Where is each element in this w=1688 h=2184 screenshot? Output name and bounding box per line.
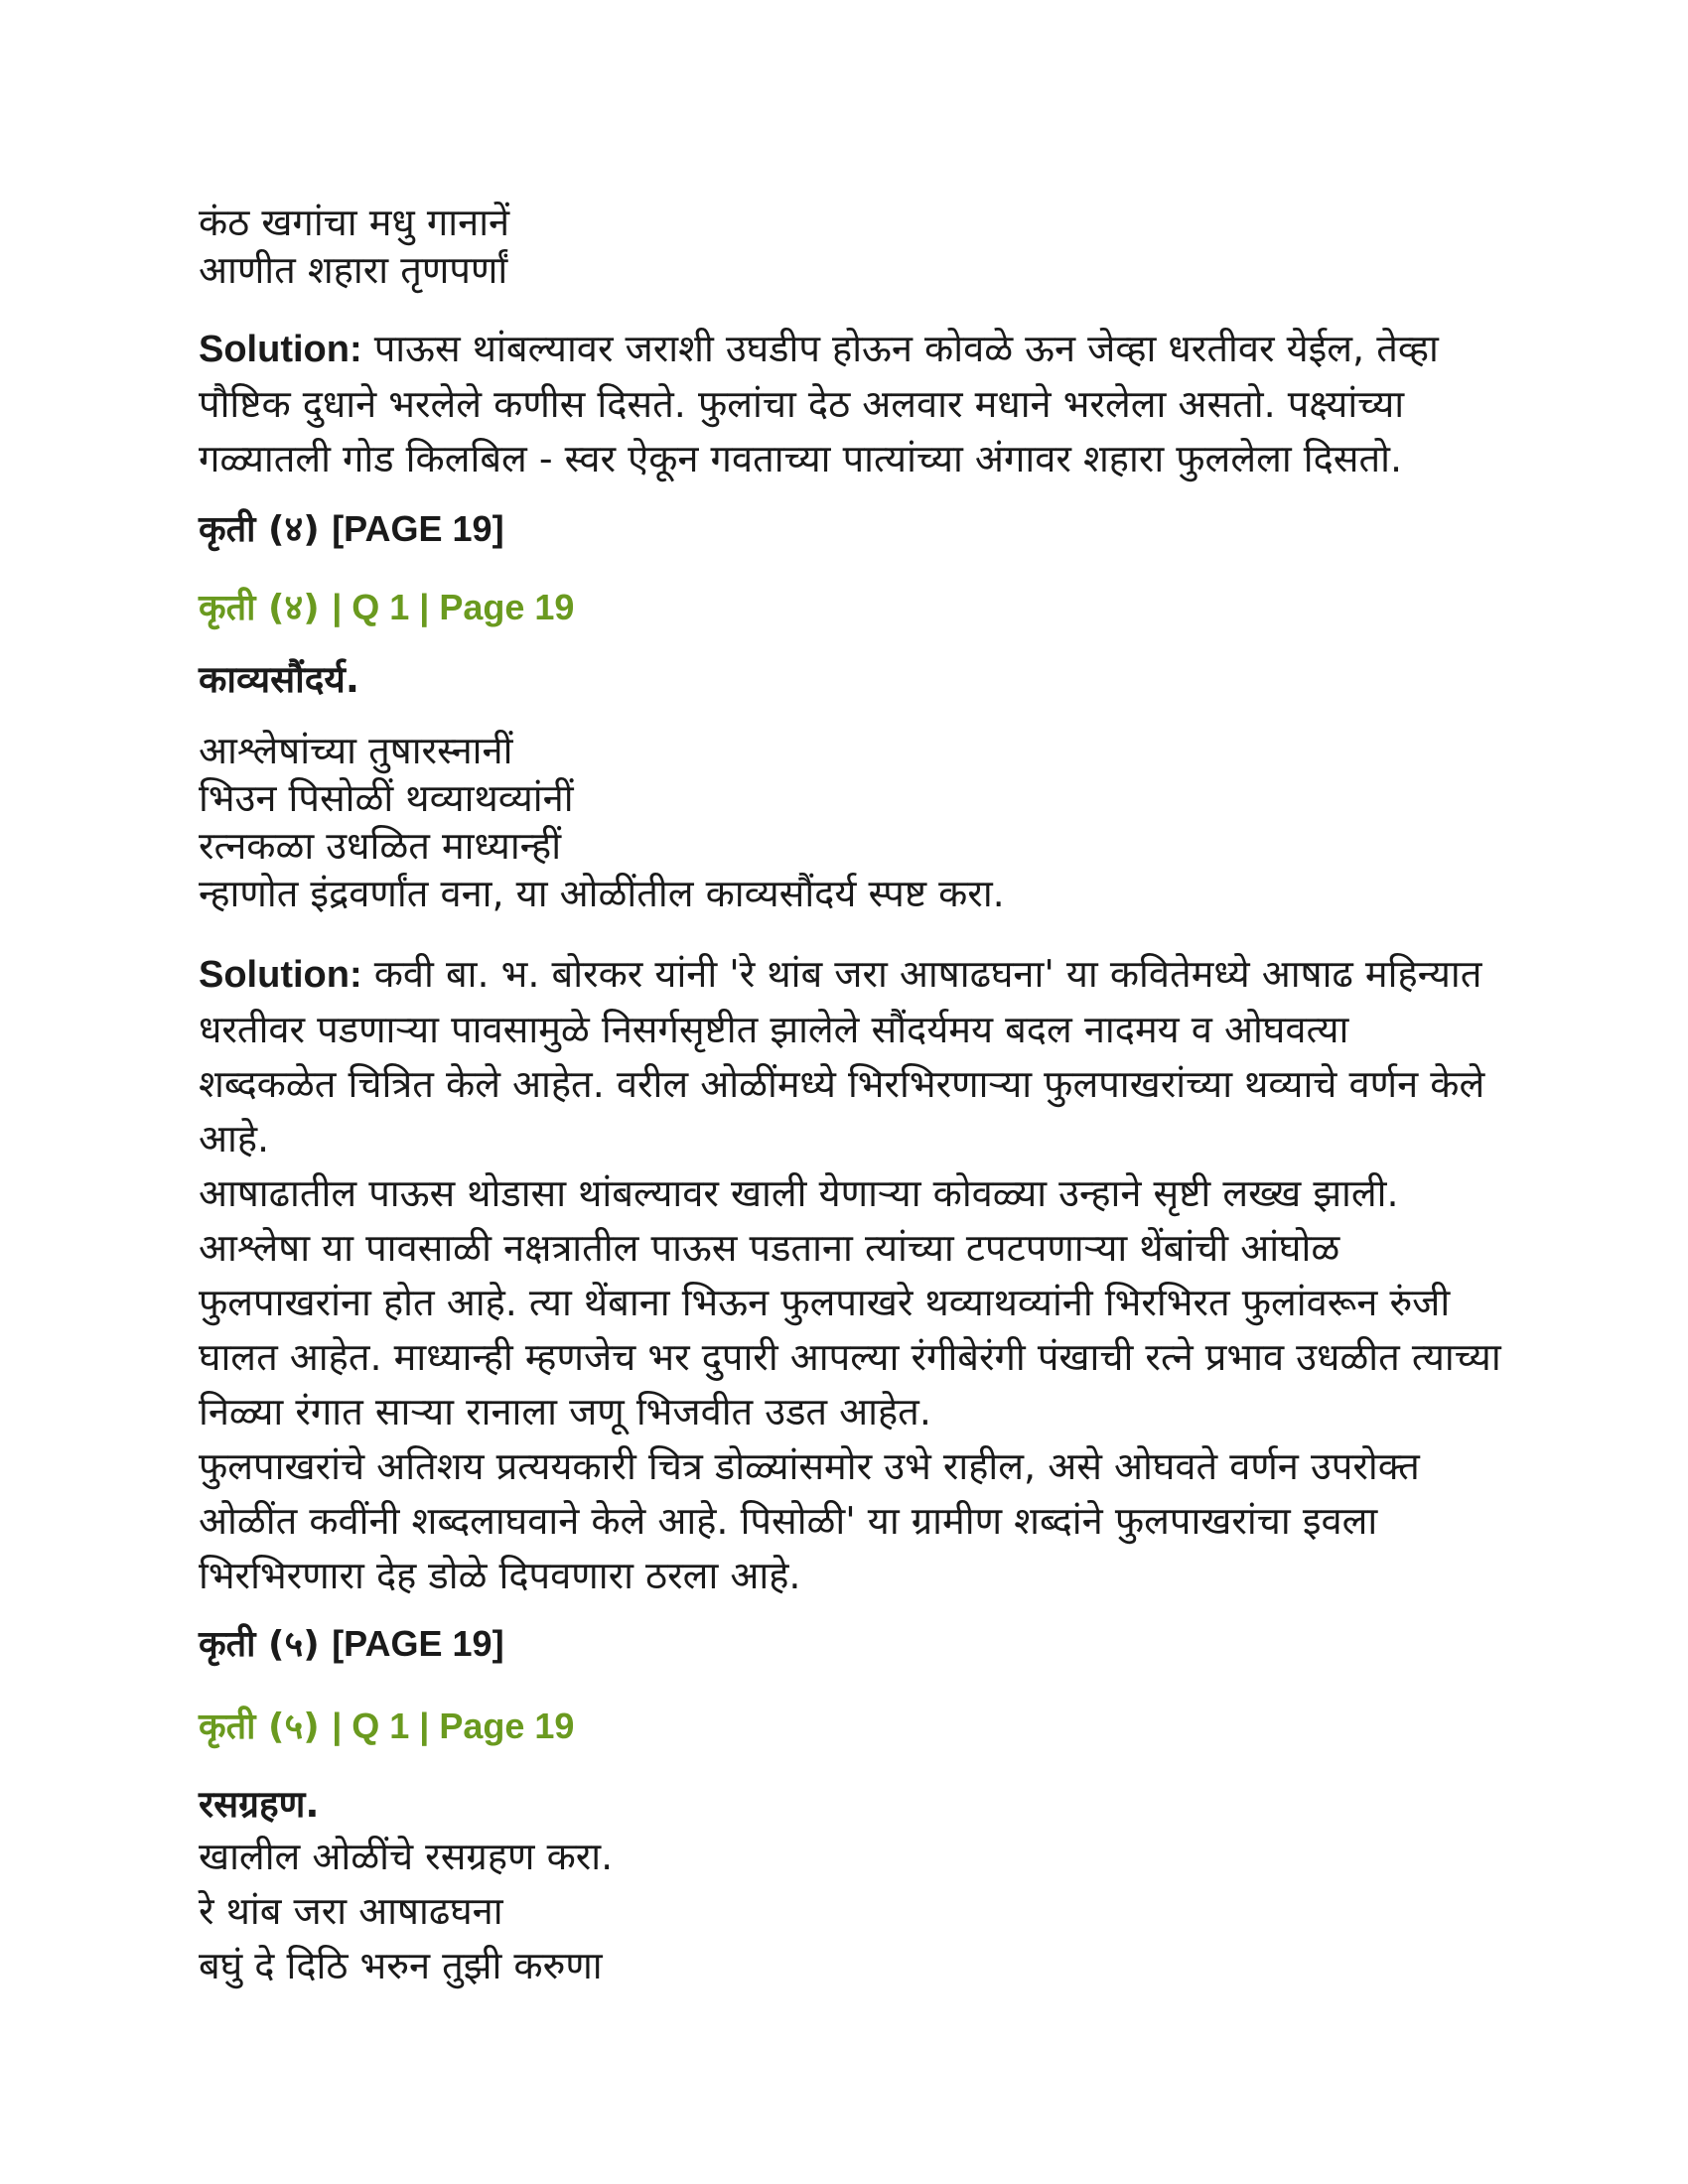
- section-title-page: [PAGE 19]: [332, 508, 504, 549]
- solution-text: गळ्यातली गोड किलबिल - स्वर ऐकून गवताच्या पात्यांच्या अंगावर शहारा फुललेला दिसतो.: [199, 437, 1403, 480]
- question-line: रे थांब जरा आषाढघना: [199, 1889, 503, 1933]
- solution-text: धरतीवर पडणाऱ्या पावसामुळे निसर्गसृष्टीत झालेले सौंदर्यमय बदल नादमय व ओघवत्या: [199, 1008, 1349, 1051]
- solution-text: आहे.: [199, 1117, 270, 1160]
- solution-paragraph: [199, 947, 1509, 1603]
- section-title: [199, 1619, 1509, 1670]
- poem-line: आश्लेषांच्या तुषारस्नानीं: [199, 729, 513, 772]
- question-link[interactable]: [199, 583, 1509, 633]
- solution-text: पाऊस थांबल्यावर जराशी उघडीप होऊन कोवळे ऊन जेव्हा धरतीवर येईल, तेव्हा: [373, 327, 1439, 370]
- question-line: खालील ओळींचे रसग्रहण करा.: [199, 1835, 614, 1878]
- question-line: बघुं दे दिठि भरुन तुझी करुणा: [199, 1944, 603, 1987]
- solution-paragraph: [199, 322, 1509, 486]
- solution-text: फुलपाखरांना होत आहे. त्या थेंबाना भिऊन फुलपाखरे थव्याथव्यांनी भिरभिरत फुलांवरून रुंजी: [199, 1281, 1451, 1324]
- poem-line: भिउन पिसोळीं थव्याथव्यांनीं: [199, 776, 574, 820]
- solution-text: शब्दकळेत चित्रित केले आहेत. वरील ओळींमध्ये भिरभिरणाऱ्या फुलपाखरांच्या थव्याचे वर्णन केले: [199, 1062, 1485, 1106]
- intro-poem: [199, 199, 1509, 294]
- question-text: [199, 1830, 1509, 1993]
- solution-text: कवी बा. भ. बोरकर यांनी 'रे थांब जरा आषाढघना' या कवितेमध्ये आषाढ महिन्यात: [373, 952, 1482, 996]
- question-ref: | Q 1 | Page 19: [332, 1706, 575, 1746]
- poem-line: कंठ खगांचा मधु गानानें: [199, 201, 510, 244]
- section-title: [199, 504, 1509, 555]
- poem-line: आणीत शहारा तृणपर्णां: [199, 248, 508, 292]
- page-content: [199, 199, 1509, 1993]
- solution-text: फुलपाखरांचे अतिशय प्रत्ययकारी चित्र डोळ्यांसमोर उभे राहील, असे ओघवते वर्णन उपरोक्त: [199, 1444, 1420, 1488]
- section-title-marathi: कृती (५): [199, 1624, 333, 1665]
- question-marathi: कृती (४): [199, 588, 333, 628]
- question-ref: | Q 1 | Page 19: [332, 587, 575, 627]
- solution-label: Solution:: [199, 954, 362, 996]
- question-link[interactable]: [199, 1702, 1509, 1752]
- section-title-page: [PAGE 19]: [332, 1623, 504, 1664]
- question-marathi: कृती (५): [199, 1706, 333, 1747]
- section-title-marathi: कृती (४): [199, 509, 333, 550]
- solution-text: भिरभिरणारा देह डोळे दिपवणारा ठरला आहे.: [199, 1554, 801, 1597]
- solution-label: Solution:: [199, 329, 362, 370]
- question-poem: [199, 727, 1509, 917]
- solution-text: आश्लेषा या पावसाळी नक्षत्रातील पाऊस पडताना त्यांच्या टपटपणाऱ्या थेंबांची आंघोळ: [199, 1226, 1340, 1270]
- poem-line: न्हाणोत इंद्रवर्णांत वना, या ओळींतील काव्यसौंदर्य स्पष्ट करा.: [199, 872, 1005, 915]
- question-heading: रसग्रहण.: [199, 1783, 320, 1826]
- poem-line: रत्नकळा उधळित माध्यान्हीं: [199, 824, 562, 868]
- question-heading: काव्यसौंदर्य.: [199, 658, 359, 701]
- solution-text: निळ्या रंगात साऱ्या रानाला जणू भिजवीत उडत आहेत.: [199, 1390, 931, 1433]
- solution-text: ओळींत कवींनी शब्दलाघवाने केले आहे. पिसोळी' या ग्रामीण शब्दांने फुलपाखरांचा इवला: [199, 1499, 1378, 1543]
- solution-text: पौष्टिक दुधाने भरलेले कणीस दिसते. फुलांचा देठ अलवार मधाने भरलेला असतो. पक्ष्यांच्या: [199, 382, 1405, 426]
- solution-text: आषाढातील पाऊस थोडासा थांबल्यावर खाली येणाऱ्या कोवळ्या उन्हाने सृष्टी लख्ख झाली.: [199, 1171, 1399, 1215]
- solution-text: घालत आहेत. माध्यान्ही म्हणजेच भर दुपारी आपल्या रंगीबेरंगी पंखाची रत्ने प्रभाव उधळीत त्याच्या: [199, 1335, 1501, 1379]
